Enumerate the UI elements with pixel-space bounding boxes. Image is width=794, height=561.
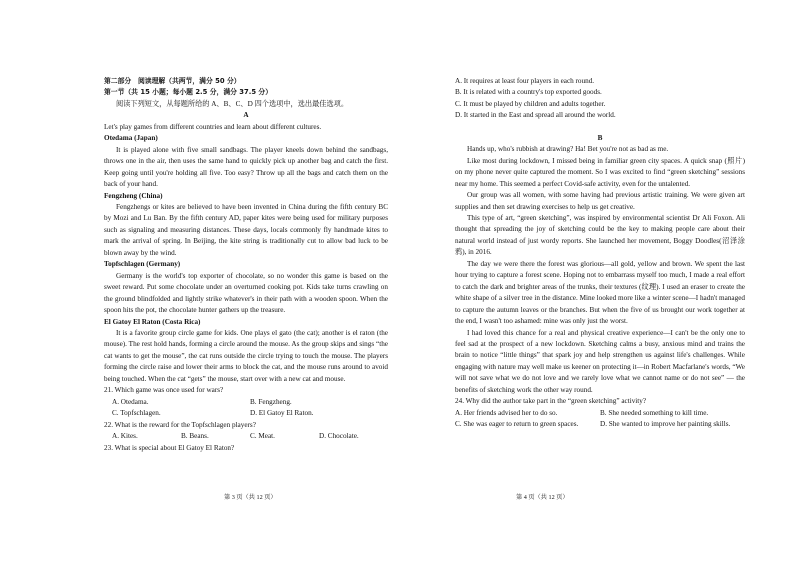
question-24-stem: 24. Why did the author take part in the “green sketching” activity? xyxy=(455,397,647,406)
game-title: Fengzheng (China) xyxy=(104,191,163,200)
question-23-option: C. It must be played by children and adults together. xyxy=(455,99,606,108)
section-title: 第一节（共 15 小题；每小题 2.5 分，满分 37.5 分） xyxy=(104,88,273,97)
option: B. She needed something to kill time. xyxy=(600,408,709,417)
page-footer-right: 第 4 页（共 12 页） xyxy=(516,494,569,501)
question-22-options xyxy=(104,431,388,442)
option: B. Beans. xyxy=(181,432,209,441)
option: C. Topfschlagen. xyxy=(112,409,161,418)
question-24-options xyxy=(455,419,745,430)
option: D. Chocolate. xyxy=(319,432,359,441)
question-21-options xyxy=(104,408,388,419)
question-21-options xyxy=(104,397,388,408)
part-title: 第二部分 阅读理解（共两节，满分 50 分） xyxy=(104,77,241,85)
option: C. Meat. xyxy=(250,432,275,441)
passage-b-paragraph: Our group was all women, with some having had previous artistic training. We were given art supplies and then set drawing exercises to help us get creative. xyxy=(455,191,745,211)
instruction: 阅读下列短文，从每题所给的 A、B、C、D 四个选项中，选出最佳选项。 xyxy=(116,99,349,108)
question-23-option: B. It is related with a country's top exported goods. xyxy=(455,88,602,97)
question-23-stem: 23. What is special about El Gatoy El Raton? xyxy=(104,443,235,452)
passage-b-paragraph: This type of art, “green sketching”, was inspired by environmental scientist Dr Ali Foxon. Ali thought that spreading the joy of sketching could be the key to making people care about their natural world instead of just wordy reports. She launched her movement, Boggy Doodles(沼泽涂鸦), in 2016. xyxy=(455,213,745,257)
left-column xyxy=(104,76,388,454)
option: A. Her friends advised her to do so. xyxy=(455,408,558,417)
passage-label-a: A xyxy=(243,111,249,120)
game-text: It is played alone with five small sandbags. The player kneels down behind the sandbags, throws one in the air, then uses the same hand to quickly pick up another bag and catch the first. Keep going until you're holding all five. Too easy? Throw up all the bags and catch them on the back of your hand. xyxy=(104,145,388,189)
option: A. Otedama. xyxy=(112,397,149,406)
question-21-stem: 21. Which game was once used for wars? xyxy=(104,386,224,395)
passage-b-paragraph: Hands up, who's rubbish at drawing? Ha! Bet you're not as bad as me. xyxy=(467,145,669,154)
option: D. She wanted to improve her painting skills. xyxy=(600,420,731,429)
passage-b-paragraph: The day we were there the forest was glorious—all gold, yellow and brown. We spent the last hour trying to capture a forest scene. Hoping not to embarrass myself too much, I made a real effort to catch the dark and brighter areas of the trunks, their textures (纹理). I used an eraser to create the white shape of a silver tree in the distance. Mine looked more like a winter scene—I hadn't managed to capture the autumn leaves or the branches. But when the five of us brought our work together at the end, I wasn't too ashamed: mine was only just the worst. xyxy=(455,259,745,326)
game-title: Otedama (Japan) xyxy=(104,134,158,143)
game-text: Germany is the world's top exporter of chocolate, so no wonder this game is based on the sweet reward. Put some chocolate under an overturned cooking pot. Kids take turns crawling on the ground blindfolded and lightly strike whatever's in their path with a wooden spoon. When the spoon hits the pot, the chocolate hunter gathers up the treasure. xyxy=(104,271,388,315)
passage-b-paragraph: Like most during lockdown, I missed being in familiar green city spaces. A quick snap (照片) on my phone never quite captured the moment. So I was excited to find “green sketching” sessions near my home. This seemed a perfect Covid-safe activity, even for the untalented. xyxy=(455,156,745,188)
passage-b-paragraph: I had loved this chance for a real and physical creative experience—I can't be the only one to feel sad at the prospect of a new lockdown. Sketching calms a busy, anxious mind and trains the brain to notice “little things” that spark joy and help strengthen us against life's challenges. While engaging with nature may well make us keener on protecting it—in Robert Macfarlane's words, “We will not save what we do not love and we rarely love what we cannot name or do not see” — the benefits of sketching work the other way round. xyxy=(455,328,745,394)
option: A. Kites. xyxy=(112,432,138,441)
game-text: Fengzhengs or kites are believed to have been invented in China during the fifth century BC by Mozi and Lu Ban. By the fifth century AD, paper kites were being used for military purposes such as signaling and measuring distances. These days, locals commonly fly handmade kites to mark the arrival of spring. In Beijing, the kite string is traditionally cut to allow bad luck to be blown away by the wind. xyxy=(104,202,388,257)
option: B. Fengzheng. xyxy=(250,397,292,406)
question-22-stem: 22. What is the reward for the Topfschlagen players? xyxy=(104,420,256,429)
page-footer-left: 第 3 页（共 12 页） xyxy=(224,494,277,501)
game-title: El Gatoy El Raton (Costa Rica) xyxy=(104,317,201,326)
spacer xyxy=(455,122,745,133)
option: D. El Gatoy El Raton. xyxy=(250,409,314,418)
question-24-options xyxy=(455,408,745,419)
right-column xyxy=(455,76,745,431)
passage-a-intro: Let's play games from different countries and learn about different cultures. xyxy=(104,122,322,131)
question-23-option: A. It requires at least four players in each round. xyxy=(455,77,595,85)
question-23-option: D. It started in the East and spread all around the world. xyxy=(455,111,616,120)
game-title: Topfschlagen (Germany) xyxy=(104,260,181,269)
passage-label-b: B xyxy=(597,133,603,142)
game-text: It is a favorite group circle game for kids. One plays el gato (the cat); another is el raton (the mouse). The rest hold hands, forming a circle around the mouse. As the group skips and sings “the cat wants to get the mouse”, the cat runs outside the circle trying to touch the mouse. The players forming the circle raise and lower their arms to block the cat, and the mouse runs around to avoid being touched. When the cat “gets” the mouse, start over with a new cat and mouse. xyxy=(104,328,388,383)
option: C. She was eager to return to green spaces. xyxy=(455,420,579,429)
